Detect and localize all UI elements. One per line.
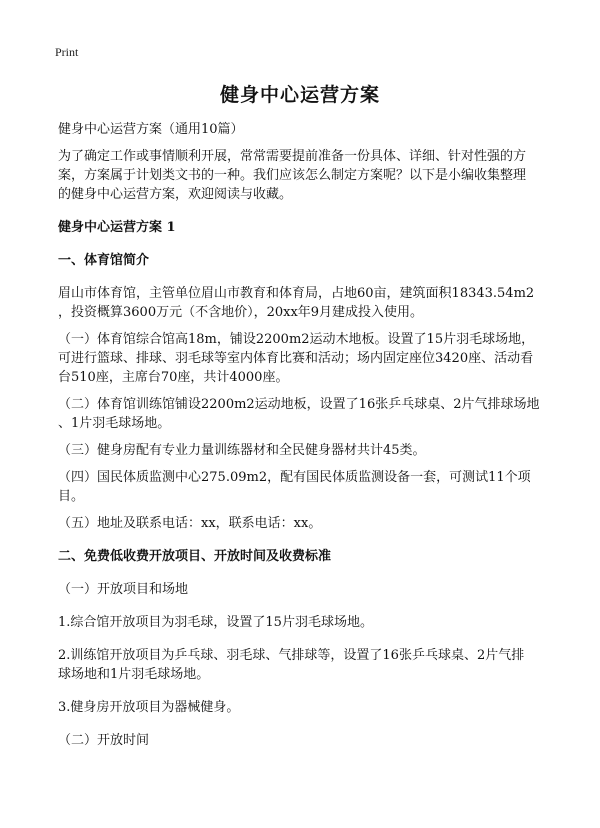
- paragraph-line: 2.训练馆开放项目为乒乓球、羽毛球、气排球等，设置了16张乒乓球桌、2片气排: [58, 648, 525, 663]
- paragraph-line: 1.综合馆开放项目为羽毛球，设置了15片羽毛球场地。: [58, 615, 373, 630]
- paragraph-line: （二）体育馆训练馆铺设2200m2运动地板，设置了16张乒乓球桌、2片气排球场地: [58, 397, 540, 412]
- section-title: 健身中心运营方案 1: [58, 220, 176, 235]
- intro-paragraph-line: 的健身中心运营方案，欢迎阅读与收藏。: [58, 187, 293, 202]
- heading-open-projects: 二、免费低收费开放项目、开放时间及收费标准: [58, 549, 332, 564]
- paragraph-line: 可进行篮球、排球、羽毛球等室内体育比赛和活动；场内固定座位3420座、活动看: [58, 351, 534, 366]
- paragraph-line: 、1片羽毛球场地。: [58, 416, 171, 431]
- document-subtitle: 健身中心运营方案（通用10篇）: [58, 122, 244, 137]
- paragraph-line: （二）开放时间: [58, 733, 150, 748]
- paragraph-line: （四）国民体质监测中心275.09m2，配有国民体质监测设备一套，可测试11个项: [58, 470, 531, 485]
- paragraph-line: ，投资概算3600万元（不含地价），20xx年9月建成投入使用。: [58, 305, 424, 320]
- paragraph-line: 眉山市体育馆，主管单位眉山市教育和体育局，占地60亩，建筑面积18343.54m2: [58, 286, 535, 301]
- document-title: 健身中心运营方案: [219, 84, 380, 106]
- paragraph-line: （一）体育馆综合馆高18m，铺设2200m2运动木地板。设置了15片羽毛球场地，: [58, 332, 535, 347]
- paragraph-line: 台510座，主席台70座，共计4000座。: [58, 370, 289, 385]
- paragraph-line: （三）健身房配有专业力量训练器材和全民健身器材共计45类。: [58, 443, 426, 458]
- intro-paragraph-line: 案，方案属于计划类文书的一种。我们应该怎么制定方案呢？以下是小编收集整理: [58, 168, 527, 183]
- heading-gym-intro: 一、体育馆简介: [58, 253, 150, 268]
- intro-paragraph-line: 为了确定工作或事情顺利开展，常常需要提前准备一份具体、详细、针对性强的方: [58, 149, 527, 164]
- paragraph-line: 目。: [58, 489, 85, 504]
- paragraph-line: 球场地和1片羽毛球场地。: [58, 667, 210, 682]
- print-link[interactable]: Print: [55, 45, 79, 59]
- paragraph-line: （五）地址及联系电话：xx，联系电话：xx。: [58, 516, 322, 531]
- paragraph-line: 3.健身房开放项目为器械健身。: [58, 700, 240, 715]
- paragraph-line: （一）开放项目和场地: [58, 582, 189, 597]
- document-body: [58, 120, 552, 750]
